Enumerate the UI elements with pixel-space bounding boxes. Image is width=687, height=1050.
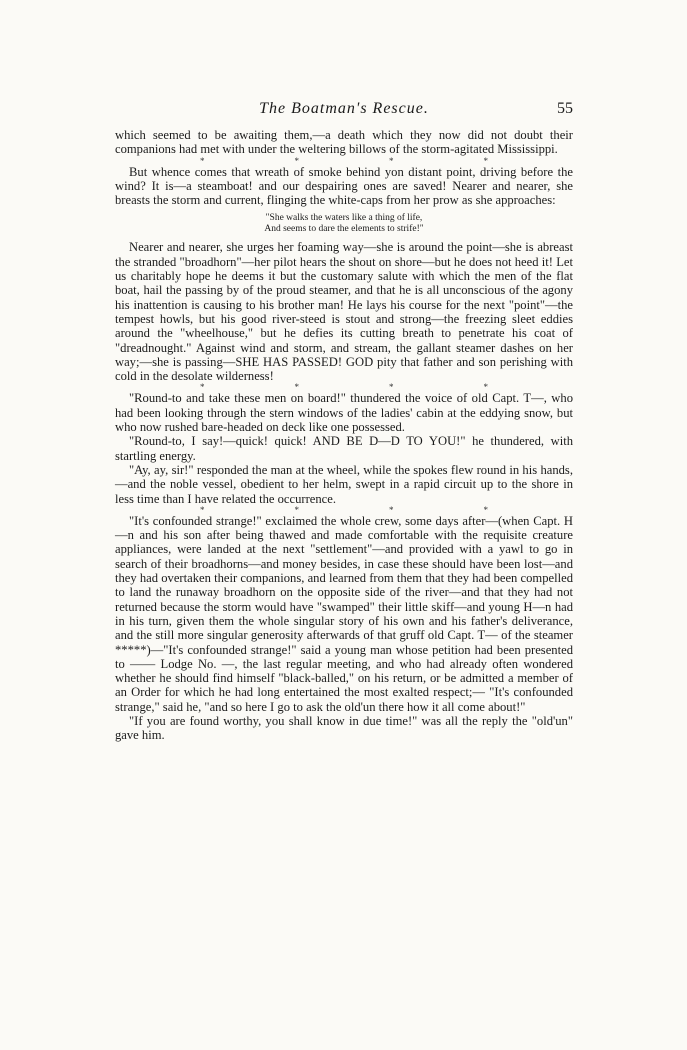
- star-mark: *: [200, 155, 205, 166]
- page-header: [115, 100, 573, 128]
- star-mark: *: [294, 382, 299, 393]
- body-text: [115, 128, 573, 743]
- page-number: 55: [557, 100, 573, 117]
- star-mark: *: [389, 382, 394, 393]
- verse-quote: [115, 213, 573, 235]
- star-mark: *: [483, 504, 488, 515]
- paragraph: "Round-to and take these men on board!" thundered the voice of old Capt. T—, who had been looking through the stern windows of the ladies' cabin at the eddying snow, but who now rushed bare-headed on deck like one possessed.: [115, 391, 573, 435]
- paragraph: Nearer and nearer, she urges her foaming way—she is around the point—she is abreast the stranded "broadhorn"—her pilot hears the shout on shore—but he does not heed it! Let us charitably hope he deems it but the customary salute with which the men of the flat boat, hail the passing by of the proud steamer, and that he is all unconscious of the agony his inattention is causing to his brother man! He lays his course for the next "point"—the tempest howls, but his good river-steed is stout and strong—the freezing sleet eddies around the "wheelhouse," but he defies its cutting breath to penetrate his coat of "dreadnought." Against wind and storm, and stream, the gallant steamer dashes on her way;—she is passing—SHE HAS PASSED! GOD pity that father and son perishing with cold in the desolate wilderness!: [115, 240, 573, 384]
- running-title: The Boatman's Rescue.: [259, 100, 429, 117]
- star-mark: *: [483, 382, 488, 393]
- quote-line: "She walks the waters like a thing of life,: [265, 213, 423, 224]
- book-page: [115, 100, 573, 743]
- section-separator: [115, 157, 573, 165]
- star-mark: *: [389, 504, 394, 515]
- section-separator: [115, 383, 573, 391]
- star-mark: *: [200, 382, 205, 393]
- paragraph: "If you are found worthy, you shall know in due time!" was all the reply the "old'un" gave him.: [115, 713, 573, 743]
- section-separator: [115, 506, 573, 514]
- star-mark: *: [294, 504, 299, 515]
- star-mark: *: [483, 155, 488, 166]
- paragraph: "Round-to, I say!—quick! quick! AND BE D—D TO YOU!" he thundered, with startling energy.: [115, 434, 573, 463]
- paragraph: "It's confounded strange!" exclaimed the whole crew, some days after—(when Capt. H—n and his son after being thawed and made comfortable with the requisite creature appliances, were landed at the next "settlement"—and provided with a yawl to go in search of their broadhorns—and money besides, in case these should have been lost—and they had overtaken their companions, and learned from them that they had been compelled to land the runaway broadhorn on the opposite side of the river—and that they had not returned because the storm would have "swamped" their little skiff—and young H—n had in his turn, given them the whole singular story of his own and his father's deliverance, and the still more singular generosity afterwards of that gruff old Capt. T— of the steamer *****)—"It's confounded strange!" said a young man whose petition had been presented to —— Lodge No. —, the last regular meeting, and who had already often wondered whether he should find himself "black-balled," on his return, or be admitted a member of an Order for which he had long entertained the most exalted respect;— "It's confounded strange," said he, "and so here I go to ask the old'un there how it all come about!": [115, 513, 573, 714]
- star-mark: *: [200, 504, 205, 515]
- star-mark: *: [389, 155, 394, 166]
- paragraph: But whence comes that wreath of smoke behind yon distant point, driving before the wind? It is—a steamboat! and our despairing ones are saved! Nearer and nearer, she breasts the storm and current, flinging the white-caps from her prow as she approaches:: [115, 164, 573, 208]
- paragraph: "Ay, ay, sir!" responded the man at the wheel, while the spokes flew round in his hands,—and the noble vessel, obedient to her helm, swept in a rapid circuit up to the shore in less time than I have related the occurrence.: [115, 462, 573, 506]
- paragraph: which seemed to be awaiting them,—a death which they now did not doubt their companions had met with under the weltering billows of the storm-agitated Mississippi.: [115, 128, 573, 157]
- star-mark: *: [294, 155, 299, 166]
- quote-line: And seems to dare the elements to strife!": [264, 224, 424, 235]
